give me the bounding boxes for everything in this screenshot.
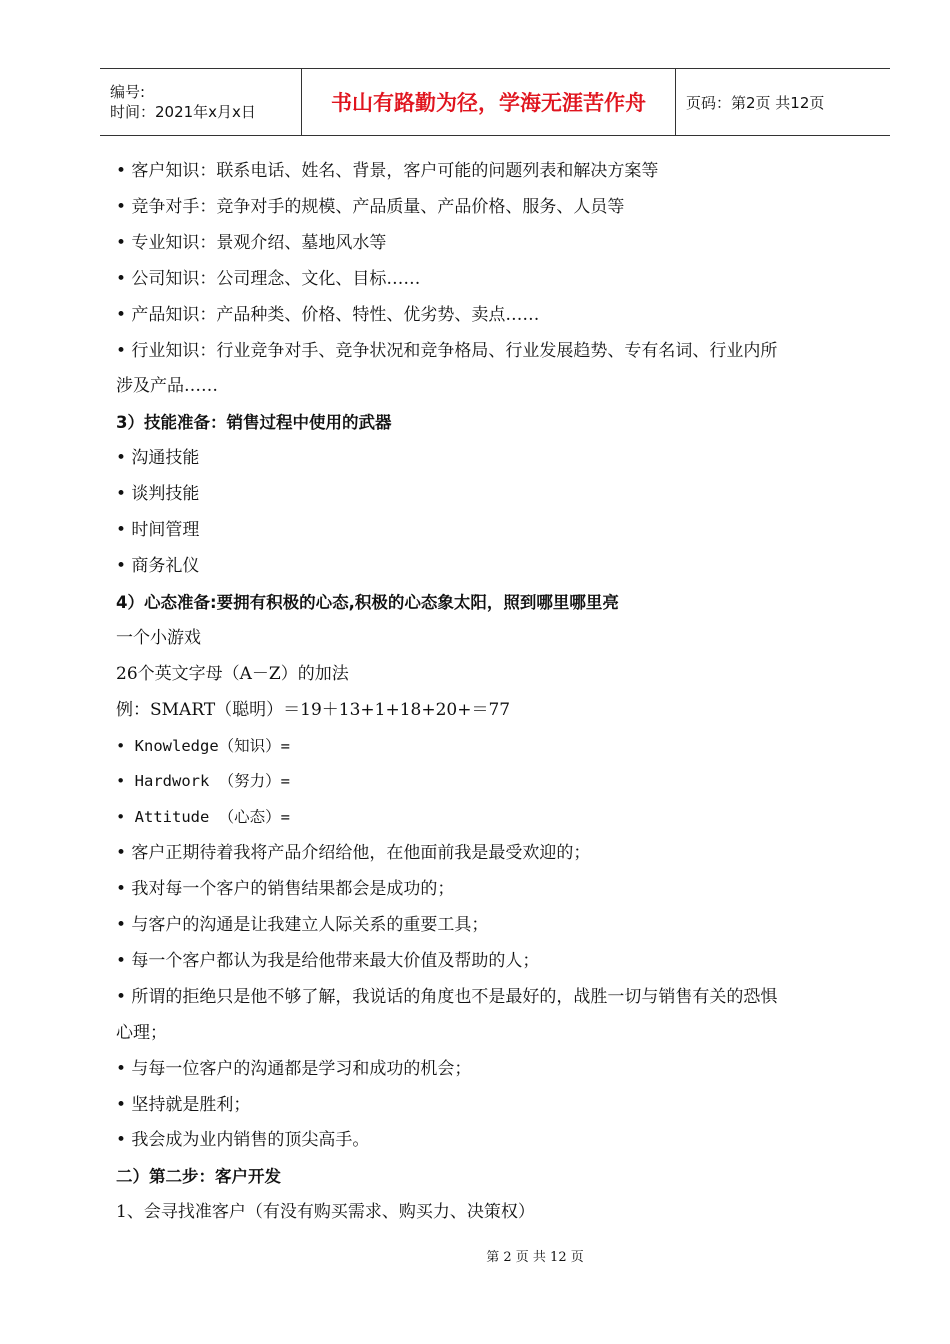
text-line: 1、会寻找准客户（有没有购买需求、购买力、决策权）: [116, 1202, 535, 1223]
section-heading: 4）心态准备:要拥有积极的心态,积极的心态象太阳，照到哪里哪里亮: [116, 592, 619, 612]
text-line: • 客户正期待着我将产品介绍给他，在他面前我是最受欢迎的；: [116, 843, 591, 864]
text-line: 心理；: [116, 1022, 167, 1043]
header-date: 时间：2021年x月x日: [110, 103, 256, 121]
text-line: • 商务礼仪: [116, 555, 200, 576]
text-line: • 每一个客户都认为我是给他带来最大价值及帮助的人；: [116, 950, 540, 971]
header-page-info-text: 页码：第2页 共12页: [686, 93, 825, 112]
page-header: [100, 68, 890, 136]
text-line: • 竞争对手：竞争对手的规模、产品质量、产品价格、服务、人员等: [116, 196, 625, 217]
text-line: • 行业知识：行业竞争对手、竞争状况和竞争格局、行业发展趋势、专有名词、行业内所: [116, 340, 778, 361]
header-page-info: [676, 69, 890, 135]
text-line: • Knowledge（知识）=: [116, 736, 290, 755]
header-meta: [100, 69, 302, 135]
document-body: [116, 154, 886, 1231]
text-line: • 所谓的拒绝只是他不够了解，我说话的角度也不是最好的，战胜一切与销售有关的恐惧: [116, 986, 778, 1007]
text-line: • 客户知识：联系电话、姓名、背景，客户可能的问题列表和解决方案等: [116, 161, 659, 181]
text-line: • 与每一位客户的沟通都是学习和成功的机会；: [116, 1058, 472, 1079]
text-line: • 专业知识：景观介绍、墓地风水等: [116, 232, 387, 253]
text-line: • 坚持就是胜利；: [116, 1094, 251, 1115]
text-line: 涉及产品……: [116, 376, 218, 397]
text-line: 例：SMART（聪明）＝19＋13+1+18+20+＝77: [116, 699, 511, 720]
text-line: • 与客户的沟通是让我建立人际关系的重要工具；: [116, 915, 489, 936]
text-line: 26个英文字母（A－Z）的加法: [116, 663, 349, 684]
header-motto-text: 书山有路勤为径，学海无涯苦作舟: [331, 91, 646, 115]
section-heading: 二）第二步：客户开发: [116, 1167, 281, 1187]
text-line: • 产品知识：产品种类、价格、特性、优劣势、卖点……: [116, 304, 540, 325]
text-line: • Attitude （心态）=: [116, 808, 290, 827]
text-line: • 公司知识：公司理念、文化、目标……: [116, 268, 421, 289]
text-line: 一个小游戏: [116, 627, 201, 648]
footer-page-number: 第 2 页 共 12 页: [486, 1250, 584, 1265]
header-code-label: 编号:: [110, 83, 146, 101]
text-line: • Hardwork （努力）=: [116, 772, 290, 791]
section-heading: 3）技能准备：销售过程中使用的武器: [116, 413, 392, 433]
text-line: • 谈判技能: [116, 484, 200, 505]
page-footer: [0, 1246, 950, 1265]
text-line: • 我会成为业内销售的顶尖高手。: [116, 1130, 370, 1151]
text-line: • 我对每一个客户的销售结果都会是成功的；: [116, 879, 455, 900]
text-line: • 沟通技能: [116, 448, 200, 469]
text-line: • 时间管理: [116, 520, 200, 541]
header-motto: [302, 69, 676, 135]
